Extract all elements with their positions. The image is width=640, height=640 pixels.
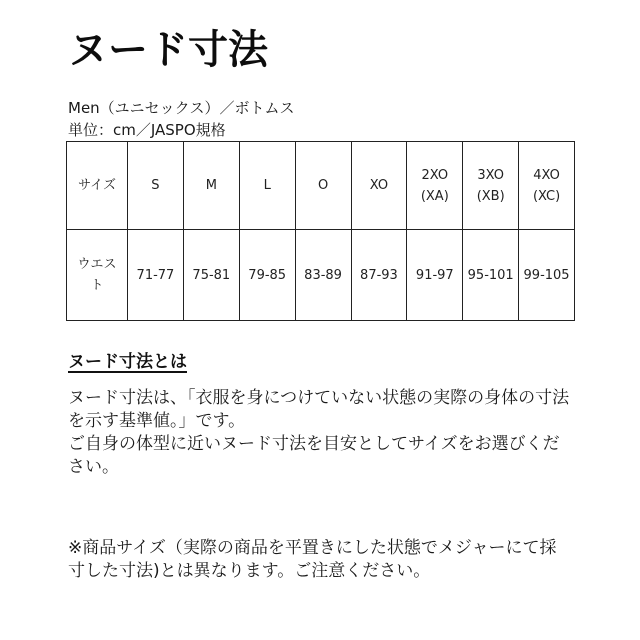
size-cell-m: M <box>183 142 239 230</box>
size-cell-o: O <box>295 142 351 230</box>
waist-value-s: 71-77 <box>128 230 184 321</box>
note-line: ※商品サイズ（実際の商品を平置きにした状態でメジャーにて採 <box>68 538 557 558</box>
waist-value-2xo: 91-97 <box>407 230 463 321</box>
size-cell-s: S <box>128 142 184 230</box>
waist-value-m: 75-81 <box>183 230 239 321</box>
waist-label: ウエスト <box>67 230 128 321</box>
size-label: 2XO <box>421 167 449 183</box>
unit-label: 単位：cm／JASPO規格 <box>68 121 226 139</box>
size-sublabel: (XA) <box>420 188 449 204</box>
note-line: 寸した寸法)とは異なります。ご注意ください。 <box>68 561 431 581</box>
size-header-row <box>67 142 575 230</box>
size-cell-3xo <box>463 142 519 230</box>
definition-line: ヌード寸法は、「衣服を身につけていない状態の実際の身体の寸法 <box>68 388 570 408</box>
page-title: ヌード寸法 <box>68 27 268 73</box>
definition-text <box>68 387 569 479</box>
waist-row <box>67 230 575 321</box>
size-table <box>66 141 575 321</box>
category-label: Men（ユニセックス）／ボトムス <box>68 99 295 117</box>
size-header-label: サイズ <box>67 142 128 230</box>
size-label: 3XO <box>477 167 504 183</box>
waist-value-o: 83-89 <box>295 230 351 321</box>
definition-heading: ヌード寸法とは <box>68 352 187 372</box>
size-sublabel: (XC) <box>532 188 561 204</box>
size-sublabel: (XB) <box>476 188 505 204</box>
waist-value-xo: 87-93 <box>351 230 407 321</box>
size-label: 4XO <box>533 167 560 183</box>
size-cell-2xo <box>407 142 463 230</box>
definition-line: ご自身の体型に近いヌード寸法を目安としてサイズをお選びくだ <box>68 434 560 454</box>
definition-line: さい。 <box>68 457 119 477</box>
size-cell-xo: XO <box>351 142 407 230</box>
waist-value-4xo: 99-105 <box>519 230 575 321</box>
size-cell-4xo <box>519 142 575 230</box>
note-text <box>68 537 557 583</box>
waist-value-3xo: 95-101 <box>463 230 519 321</box>
definition-line: を示す基準値。」です。 <box>68 411 246 431</box>
waist-value-l: 79-85 <box>239 230 295 321</box>
size-cell-l: L <box>239 142 295 230</box>
